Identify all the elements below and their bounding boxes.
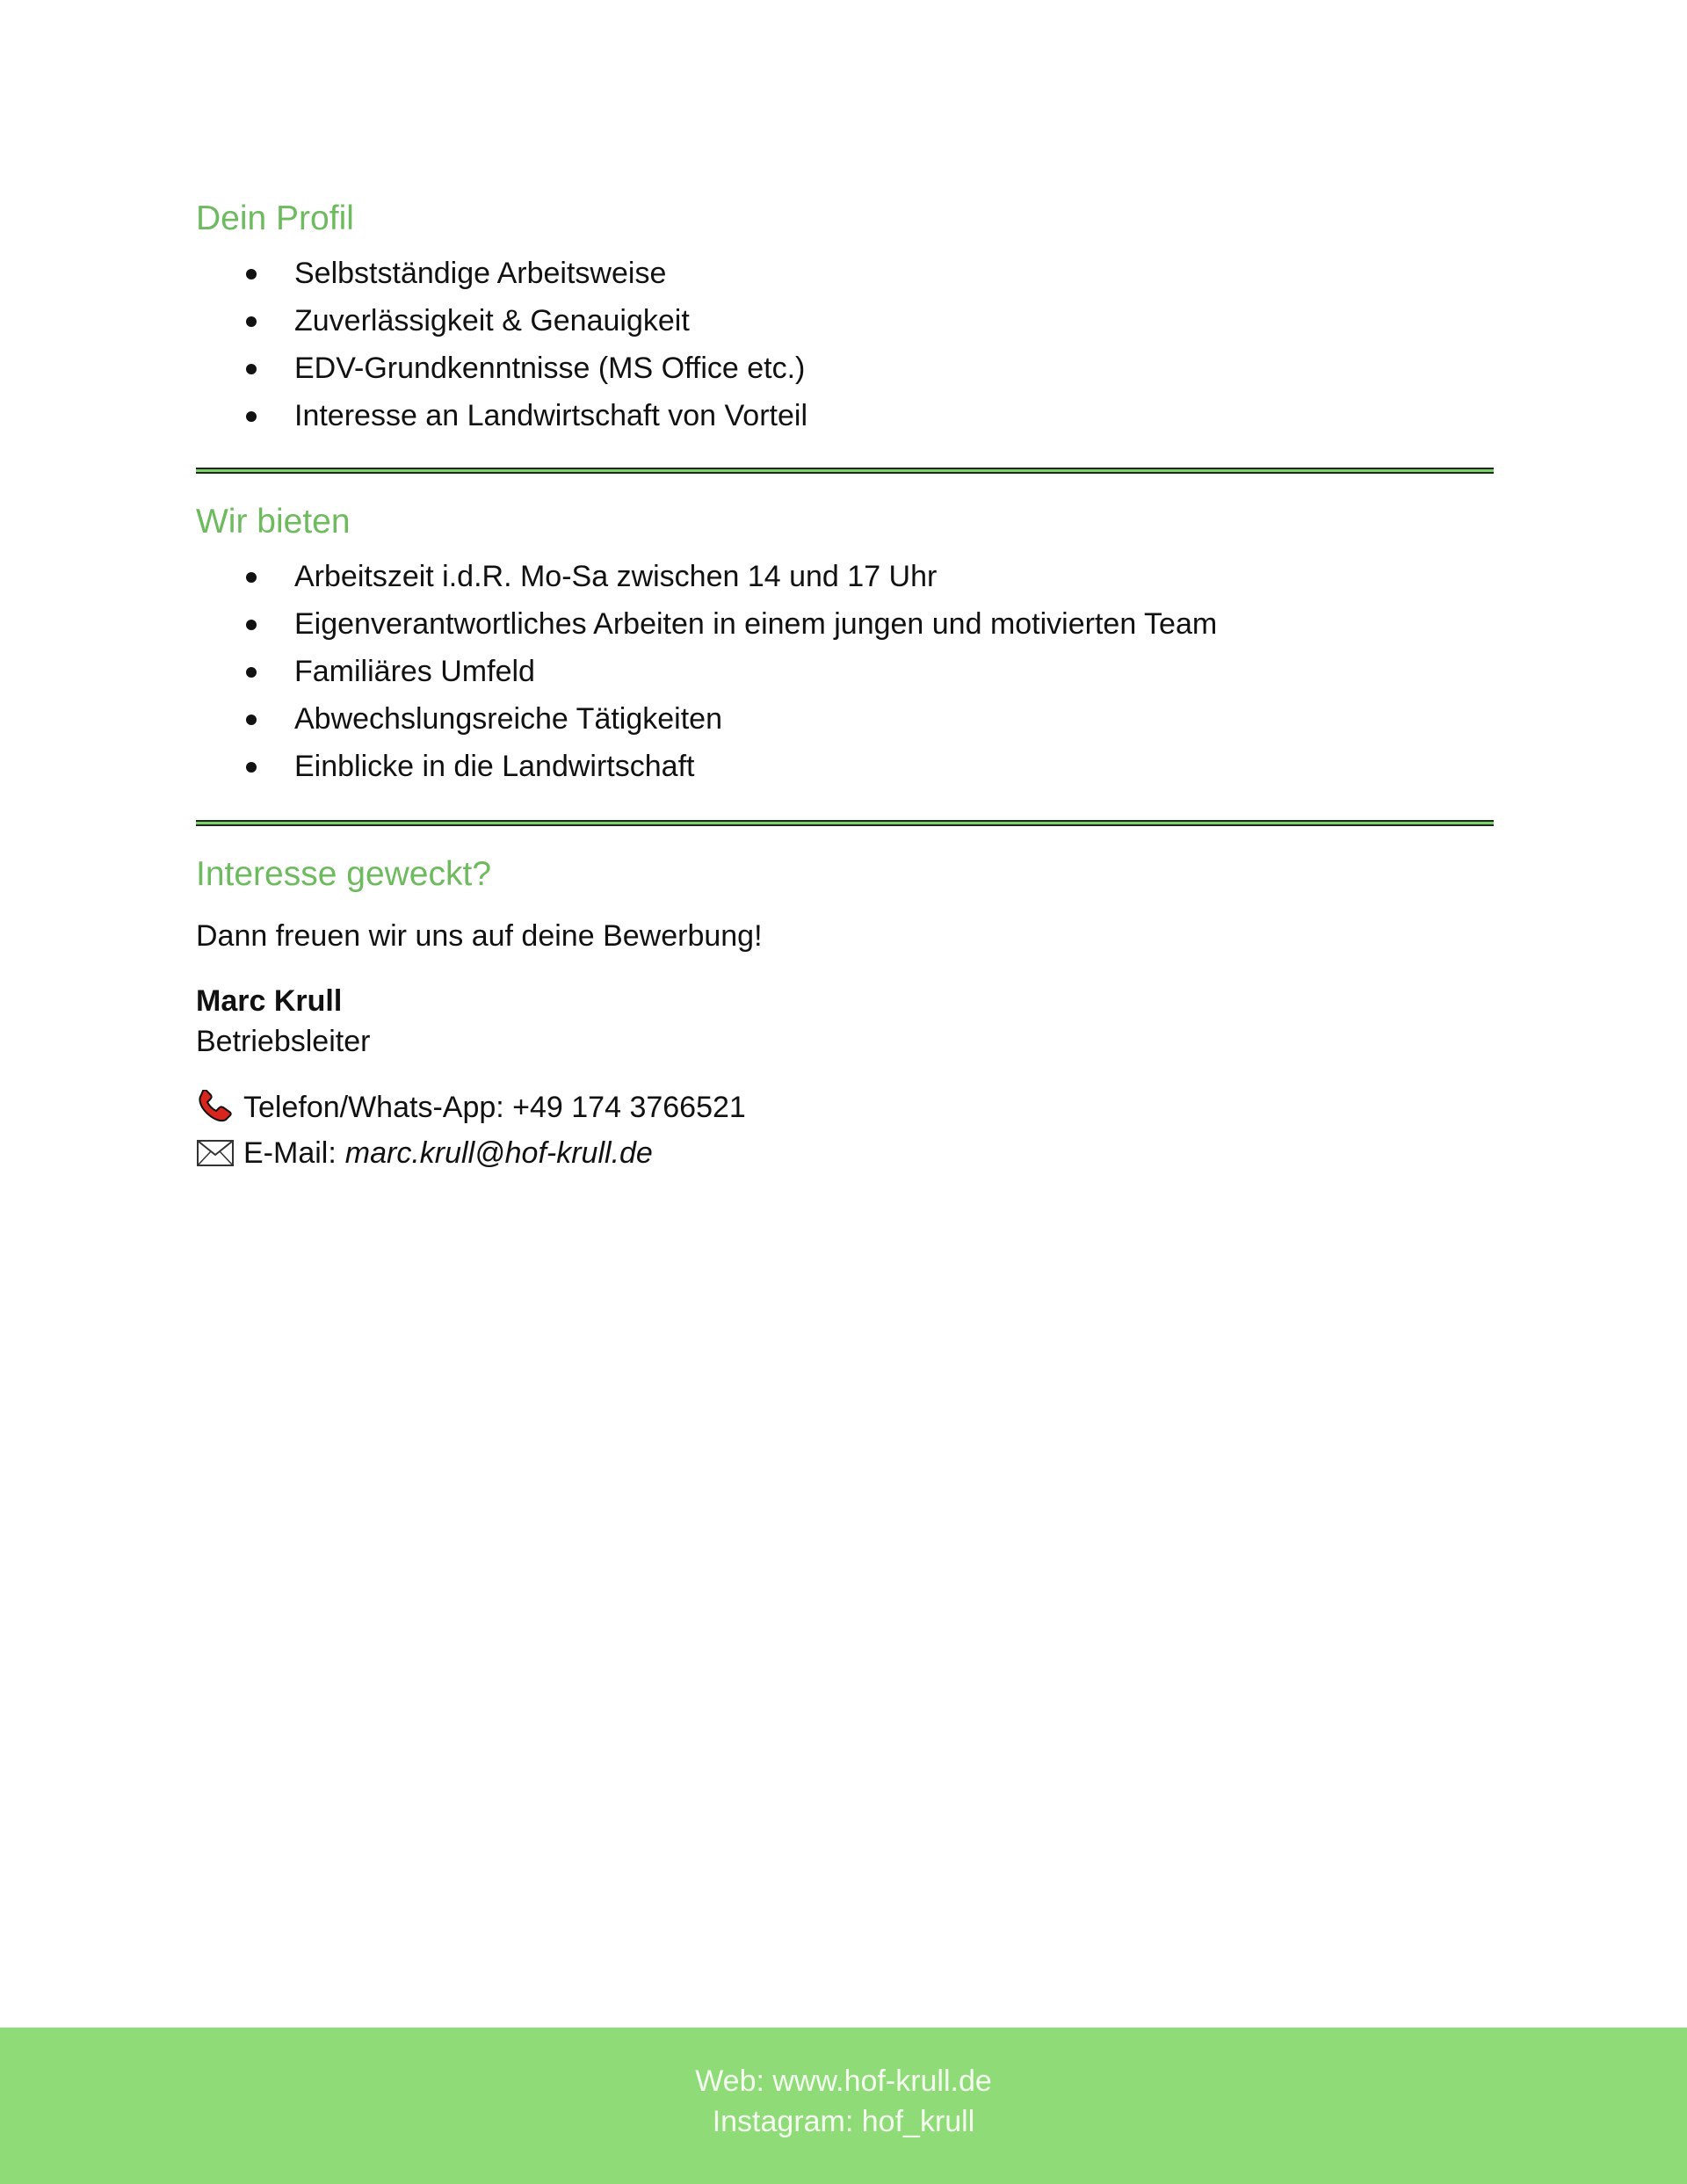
list-item <box>196 600 1494 648</box>
profile-list <box>196 250 1494 439</box>
bullet-icon <box>246 762 257 773</box>
list-item-text: Interesse an Landwirtschaft von Vorteil <box>294 399 807 432</box>
bullet-icon <box>246 411 257 422</box>
footer-bar <box>0 2028 1687 2184</box>
bullet-icon <box>246 572 257 583</box>
list-item-text: Selbstständige Arbeitsweise <box>294 257 667 290</box>
offer-heading: Wir bieten <box>196 503 351 541</box>
contact-heading: Interesse geweckt? <box>196 855 492 893</box>
list-item-text: Abwechslungsreiche Tätigkeiten <box>294 702 722 736</box>
list-item <box>196 250 1494 297</box>
contact-intro: Dann freuen wir uns auf deine Bewerbung! <box>196 919 763 953</box>
offer-list <box>196 553 1494 790</box>
list-item <box>196 695 1494 743</box>
bullet-icon <box>246 620 257 630</box>
email-row <box>196 1130 1494 1176</box>
phone-icon <box>196 1090 235 1125</box>
profile-heading: Dein Profil <box>196 200 354 237</box>
list-item-text: Einblicke in die Landwirtschaft <box>294 750 695 783</box>
footer-instagram-link[interactable]: Instagram: hof_krull <box>712 2105 975 2138</box>
list-item-text: Familiäres Umfeld <box>294 655 535 688</box>
bullet-icon <box>246 316 257 327</box>
bullet-icon <box>246 667 257 678</box>
email-link[interactable]: marc.krull@hof-krull.de <box>344 1136 653 1170</box>
list-item <box>196 743 1494 790</box>
document-content <box>196 193 1494 1176</box>
footer-web-link[interactable]: Web: www.hof-krull.de <box>695 2064 992 2098</box>
list-item-text: Zuverlässigkeit & Genauigkeit <box>294 304 690 337</box>
list-item-text: Arbeitszeit i.d.R. Mo-Sa zwischen 14 und 17 Uhr <box>294 560 938 593</box>
envelope-icon <box>196 1136 235 1171</box>
section-divider <box>196 820 1494 826</box>
list-item <box>196 553 1494 600</box>
list-item-text: Eigenverantwortliches Arbeiten in einem jungen und motivierten Team <box>294 607 1218 641</box>
email-label: E-Mail: <box>243 1136 337 1170</box>
list-item <box>196 297 1494 345</box>
bullet-icon <box>246 715 257 725</box>
phone-row[interactable] <box>196 1085 1494 1130</box>
section-divider <box>196 468 1494 474</box>
list-item <box>196 345 1494 392</box>
phone-label: Telefon/Whats-App: +49 174 3766521 <box>243 1091 746 1124</box>
contact-role: Betriebsleiter <box>196 1025 371 1058</box>
list-item <box>196 392 1494 439</box>
footer-content <box>0 2061 1687 2142</box>
list-item <box>196 648 1494 695</box>
bullet-icon <box>246 364 257 374</box>
list-item-text: EDV-Grundkenntnisse (MS Office etc.) <box>294 352 806 385</box>
contact-name: Marc Krull <box>196 984 343 1018</box>
bullet-icon <box>246 269 257 279</box>
